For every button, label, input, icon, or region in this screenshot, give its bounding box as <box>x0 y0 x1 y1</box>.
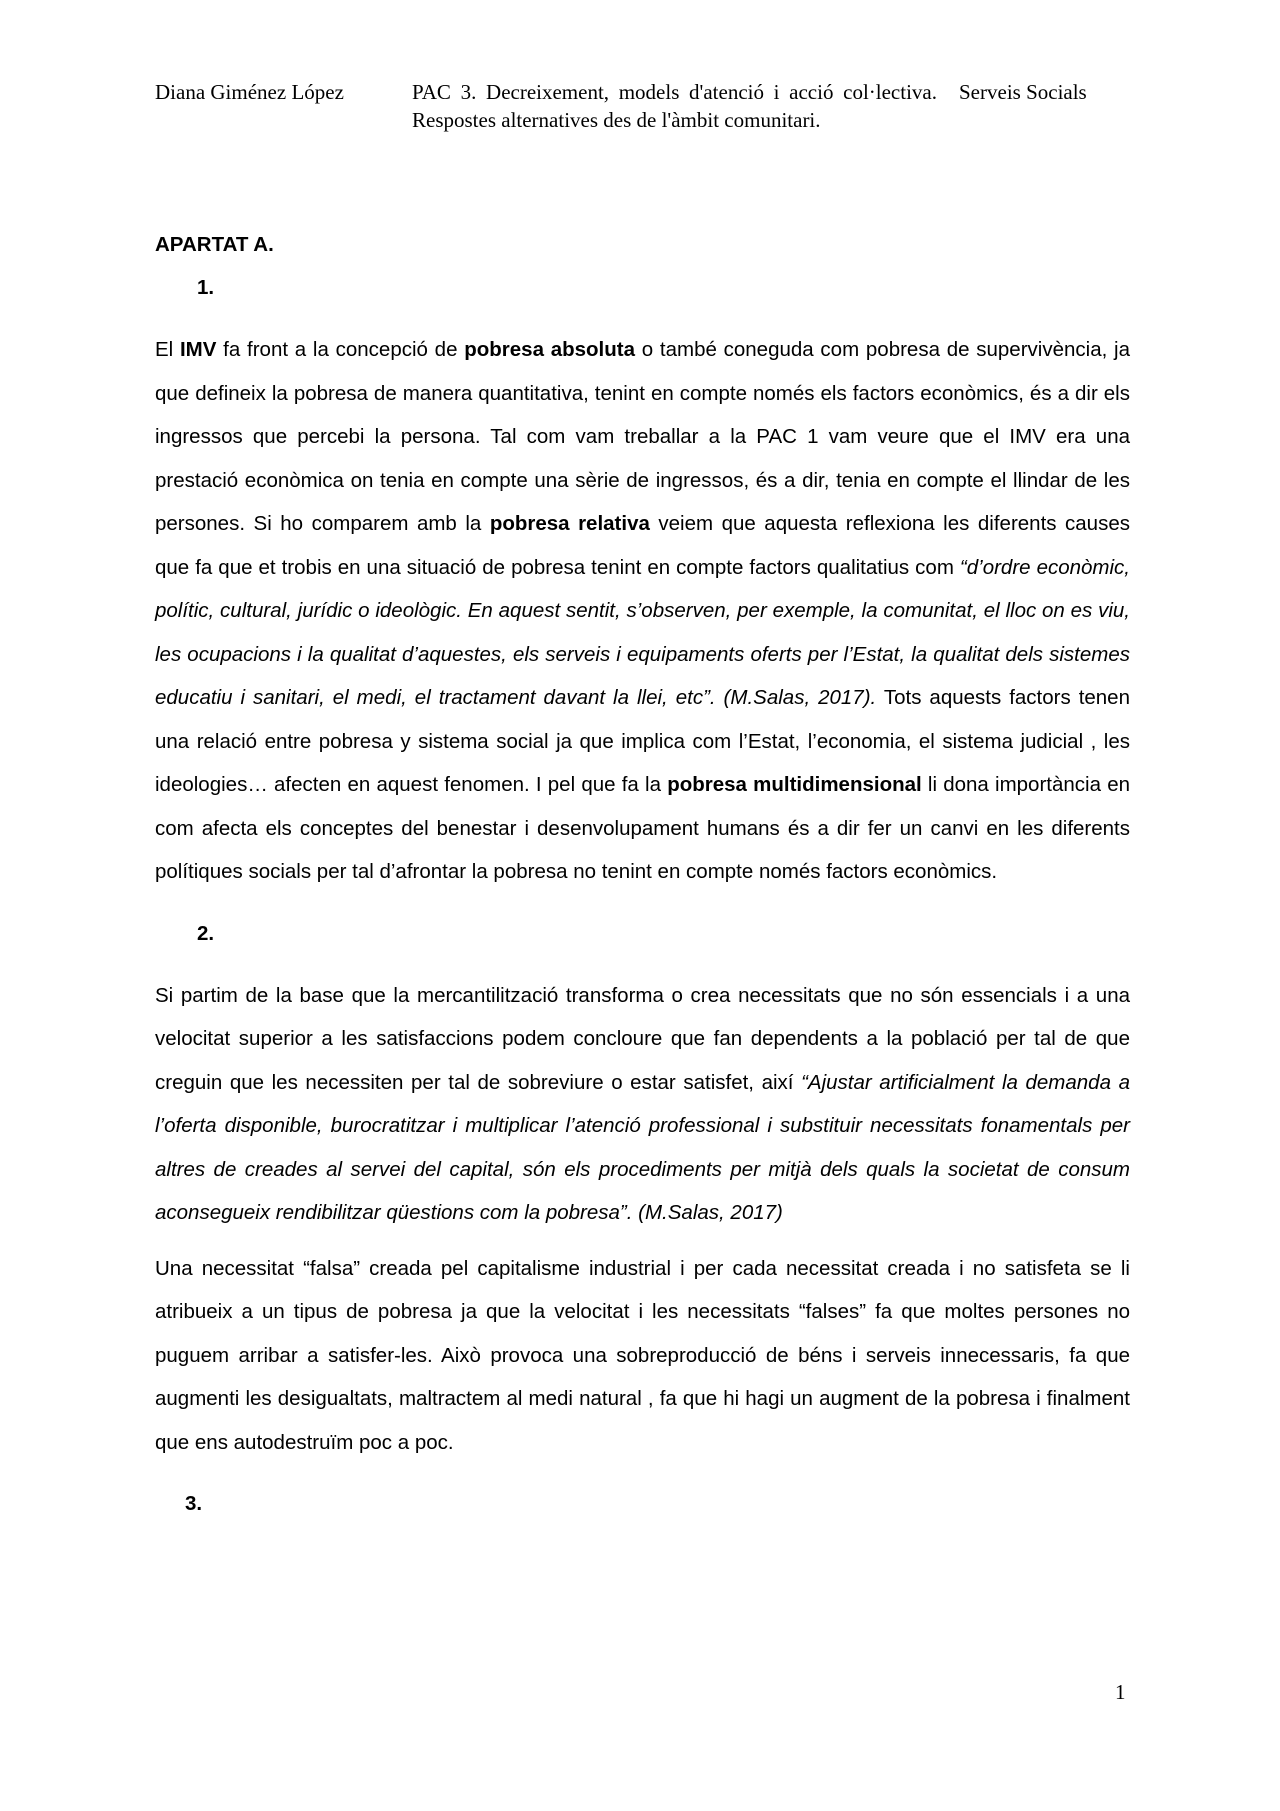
header-title: PAC 3. Decreixement, models d'atenció i acció col·lectiva. Respostes alternatives des de l'àmbit comunitari. <box>412 80 937 132</box>
bold-term-imv: IMV <box>179 338 217 361</box>
question-2-number: 2. <box>197 921 215 945</box>
question-1-paragraph <box>155 328 1130 894</box>
text-run: o també coneguda com pobresa de supervivència, ja que defineix la pobresa de manera quantitativa, tenint en compte només els factors econòmics, és a dir els ingressos que percebi la persona. Tal com vam treballar a la PAC 1 vam veure que el IMV era una prestació econòmica on tenia en compte una sèrie de ingressos, és a dir, tenia en compte el llindar de les persones. Si ho comparem amb la <box>155 338 1130 535</box>
text-run: fa front a la concepció de <box>216 338 465 361</box>
italic-quote: “Ajustar artificialment la demanda a l’oferta disponible, burocratitzar i multiplicar l’atenció professional i substituir necessitats fonamentals per altres de creades al servei del capital, són els procediments per mitjà dels quals la societat de consum aconsegueix rendibilitzar qüestions com la pobresa”. (M.Salas, 2017) <box>155 1070 1130 1224</box>
question-3-number: 3. <box>185 1492 203 1515</box>
text-run: Tots aquests factors tenen una relació entre pobresa y sistema social ja que implica com l’Estat, l’economia, el sistema judicial , les ideologies… afecten en aquest fenomen. I pel que fa la <box>155 686 1130 796</box>
text-run: El <box>155 338 180 361</box>
header-author: Diana Giménez López <box>155 80 344 104</box>
text-run: Si partim de la base que la mercantilització transforma o crea necessitats que no són essencials i a una velocitat superior a les satisfaccions podem concloure que fan dependents a la població per tal de que creguin que les necessiten per tal de sobreviure o estar satisfet, així <box>155 983 1130 1094</box>
page-number: 1 <box>1115 1680 1126 1704</box>
section-title: APARTAT A. <box>155 233 274 256</box>
bold-term-pobresa-absoluta: pobresa absoluta <box>464 338 636 361</box>
header-course: Serveis Socials <box>959 80 1087 104</box>
document-body <box>155 228 1130 1544</box>
question-1-number: 1. <box>197 276 215 299</box>
bold-term-pobresa-multidimensional: pobresa multidimensional <box>667 773 922 796</box>
text-run: li dona importància en com afecta els conceptes del benestar i desenvolupament humans és a dir fer un canvi en les diferents polítiques socials per tal d’afrontar la pobresa no tenint en compte només factors econòmics. <box>155 773 1130 883</box>
question-2-paragraph-1 <box>155 974 1130 1235</box>
text-run: veiem que aquesta reflexiona les diferents causes que fa que et trobis en una situació de pobresa tenint en compte factors qualitatius com <box>155 512 1130 579</box>
question-2-paragraph-2: Una necessitat “falsa” creada pel capitalisme industrial i per cada necessitat creada i no satisfeta se li atribueix a un tipus de pobresa ja que la velocitat i les necessitats “falses” fa que moltes persones no puguem arribar a satisfer-les. Això provoca una sobreproducció de béns i serveis innecessaris, fa que augmenti les desigualtats, maltractem al medi natural , fa que hi hagi un augment de la pobresa i finalment que ens autodestruïm poc a poc. <box>155 1256 1130 1454</box>
italic-quote: “d’ordre econòmic, polític, cultural, jurídic o ideològic. En aquest sentit, s’observen, per exemple, la comunitat, el lloc on es viu, les ocupacions i la qualitat d’aquestes, els serveis i equipaments oferts per l’Estat, la qualitat dels sistemes educatiu i sanitari, el medi, el tractament davant la llei, etc”. (M.Salas, 2017). <box>155 555 1130 709</box>
bold-term-pobresa-relativa: pobresa relativa <box>489 512 650 535</box>
